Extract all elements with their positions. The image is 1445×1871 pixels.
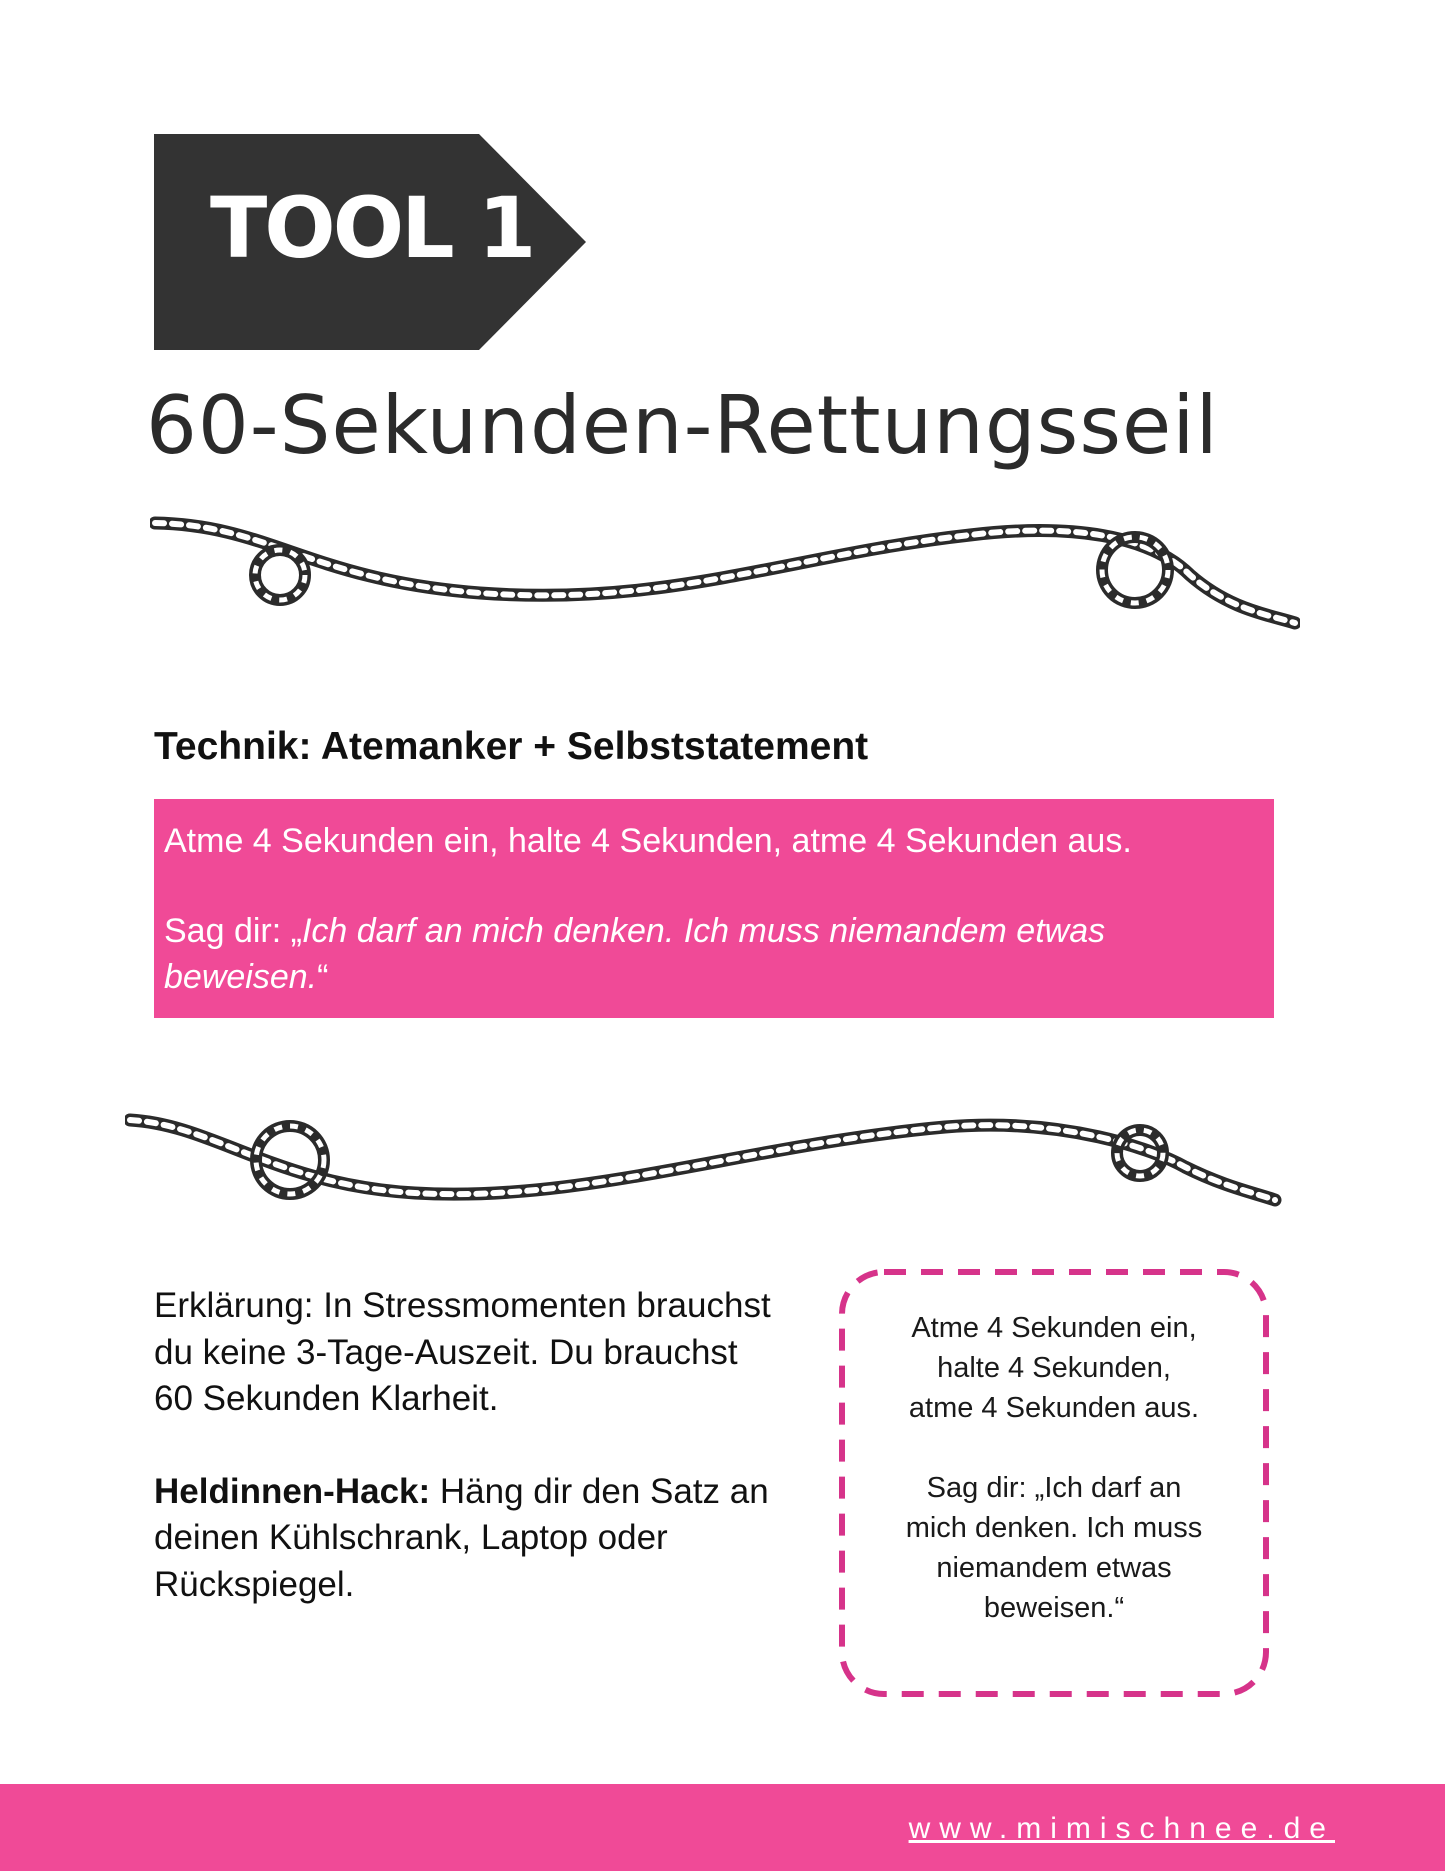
reminder-line: Sag dir: „Ich darf an [926,1472,1182,1505]
reminder-line: Atme 4 Sekunden ein, [911,1312,1197,1344]
rope-divider-top [150,505,1300,645]
reminder-card [838,1268,1270,1698]
footer-bar [0,1784,1445,1871]
highlight-box [154,799,1274,1018]
explanation-paragraph: Erklärung: In Stressmomenten brauchst du keine 3-Tage-Auszeit. Du brauchst 60 Sekunden Klarheit. [154,1286,771,1419]
highlight-line-1: Atme 4 Sekunden ein, halte 4 Sekunden, atme 4 Sekunden aus. [164,822,1132,860]
technique-heading: Technik: Atemanker + Selbststatement [154,725,869,768]
highlight-quote: Ich darf an mich denken. Ich muss niemandem etwas beweisen. [164,911,1106,996]
hack-paragraph [154,1469,774,1609]
rope-divider-bottom [125,1105,1285,1225]
reminder-line: beweisen.“ [983,1592,1125,1625]
reminder-line: atme 4 Sekunden aus. [908,1392,1200,1425]
highlight-prefix: Sag dir: „ [164,911,302,950]
reminder-line: halte 4 Sekunden, [937,1352,1171,1385]
explanation-text [154,1283,774,1608]
reminder-text [838,1308,1270,1628]
reminder-line: mich denken. Ich muss [905,1512,1203,1545]
highlight-line-2 [164,909,1264,1001]
tag-label: TOOL 1 [210,179,534,277]
website-link[interactable]: www.mimischnee.de [908,1812,1335,1845]
hack-label: Heldinnen-Hack: [154,1471,431,1511]
page-title: 60-Sekunden-Rettungsseil [146,379,1219,472]
highlight-suffix: “ [317,957,329,996]
hack-text: Häng dir den Satz an deinen Kühlschrank, Laptop oder Rückspiegel. [154,1471,769,1604]
tool-tag [154,134,586,350]
reminder-line: niemandem etwas [936,1552,1172,1585]
